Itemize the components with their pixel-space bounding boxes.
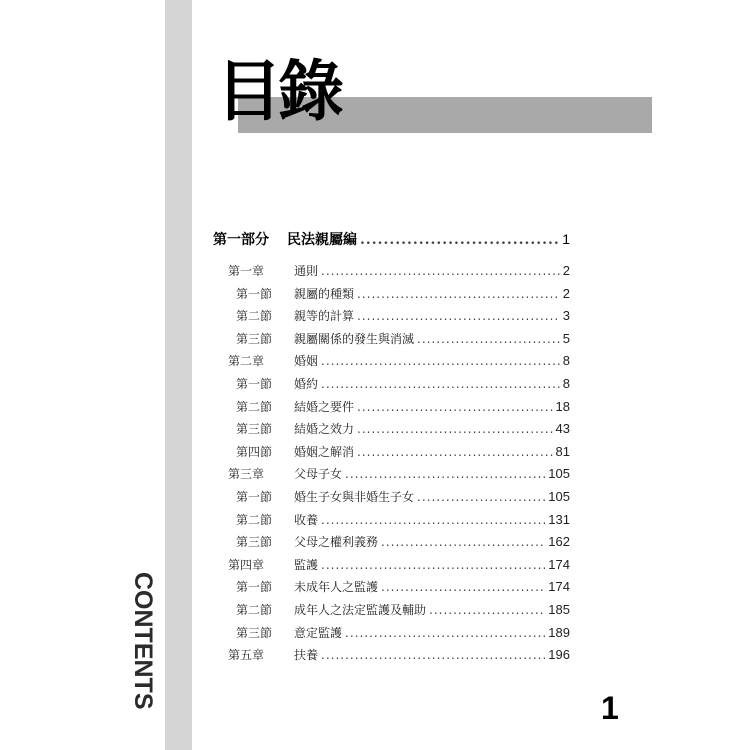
- section-entry-title: 結婚之要件: [294, 399, 355, 414]
- part-entry: [213, 229, 570, 249]
- section-entry-page: 81: [555, 443, 570, 459]
- section-entry-page: 174: [548, 579, 570, 595]
- section-entry-leader: [357, 287, 560, 301]
- contents-vertical-label: CONTENTS: [129, 572, 157, 710]
- chapter-entry: [228, 465, 570, 482]
- section-entry-number: 第一節: [236, 286, 273, 301]
- section-entry-page: 43: [555, 421, 570, 437]
- section-entry-title: 結婚之效力: [294, 422, 355, 437]
- chapter-entry-leader: [345, 467, 545, 481]
- section-entry-number: 第二節: [236, 603, 273, 617]
- chapter-entry-number: 第五章: [228, 648, 265, 663]
- section-entry-leader: [381, 535, 545, 549]
- section-entry-number: 第三節: [236, 331, 273, 346]
- section-entry-title: 父母之權利義務: [294, 535, 379, 550]
- section-entry-number: 第三節: [236, 535, 273, 550]
- section-entry-leader: [357, 309, 560, 323]
- chapter-entry-number: 第二章: [228, 354, 265, 369]
- section-entry-page: 8: [562, 376, 570, 391]
- section-entry-number: 第一節: [236, 580, 273, 595]
- section-entry-number: 第一節: [236, 490, 273, 504]
- section-entry-leader: [357, 422, 553, 436]
- section-entry-leader: [417, 332, 560, 346]
- chapter-entry-title: 通則: [294, 264, 319, 278]
- chapter-entry-leader: [321, 648, 545, 662]
- chapter-entry-page: 105: [548, 466, 570, 482]
- section-entry-leader: [357, 445, 553, 459]
- chapter-entry-leader: [321, 264, 560, 278]
- section-entry-title: 婚生子女與非婚生子女: [294, 490, 415, 504]
- section-entry-title: 成年人之法定監護及輔助: [294, 603, 427, 617]
- section-entry-number: 第二節: [236, 399, 273, 414]
- chapter-entry-number: 第三章: [228, 467, 265, 482]
- section-entry: [236, 624, 570, 641]
- section-entry: [236, 533, 570, 550]
- chapter-entry-page: 196: [548, 647, 570, 663]
- part-entry-title: 民法親屬編: [287, 232, 357, 248]
- section-entry-page: 3: [562, 308, 570, 324]
- section-entry-page: 131: [548, 511, 570, 527]
- chapter-entry-title: 婚姻: [294, 354, 319, 369]
- section-entry-leader: [345, 626, 545, 640]
- section-entry-leader: [357, 400, 553, 414]
- section-entry-number: 第三節: [236, 422, 273, 437]
- section-entry: [236, 601, 570, 618]
- section-entry: [236, 307, 570, 324]
- chapter-entry-page: 174: [548, 556, 570, 572]
- section-entry-title: 意定監護: [294, 625, 343, 640]
- page-title: 目錄: [216, 52, 340, 130]
- chapter-entry: [228, 352, 570, 369]
- part-entry-leader: [360, 232, 559, 248]
- section-entry-title: 婚約: [294, 377, 319, 391]
- section-entry-page: 189: [548, 624, 570, 640]
- section-entry: [236, 398, 570, 415]
- section-entry-leader: [321, 513, 545, 527]
- section-entry-leader: [417, 490, 545, 504]
- chapter-entry-page: 2: [562, 263, 570, 278]
- part-entry-number: 第一部分: [213, 232, 269, 248]
- section-entry-number: 第四節: [236, 444, 273, 459]
- section-entry-leader: [381, 580, 545, 594]
- section-entry-title: 親屬關係的發生與消滅: [294, 331, 415, 346]
- section-entry-leader: [321, 377, 560, 391]
- section-entry-number: 第二節: [236, 512, 273, 527]
- section-entry: [236, 443, 570, 460]
- section-entry-page: 105: [548, 489, 570, 504]
- chapter-entry-title: 父母子女: [294, 467, 343, 482]
- chapter-entry: [228, 556, 570, 573]
- section-entry: [236, 285, 570, 302]
- section-entry-title: 親等的計算: [294, 309, 355, 324]
- chapter-entry-page: 8: [562, 353, 570, 369]
- chapter-entry-title: 扶養: [294, 648, 319, 663]
- section-entry: [236, 578, 570, 595]
- chapter-entry: [228, 646, 570, 663]
- section-entry: [236, 330, 570, 347]
- chapter-entry-leader: [321, 354, 560, 368]
- chapter-entry-title: 監護: [294, 557, 319, 572]
- section-entry-title: 親屬的種類: [294, 286, 355, 301]
- section-entry-page: 2: [562, 285, 570, 301]
- section-entry-title: 未成年人之監護: [294, 580, 379, 595]
- chapter-entry-number: 第一章: [228, 264, 265, 278]
- section-entry-leader: [429, 603, 545, 617]
- section-entry-page: 185: [548, 602, 570, 617]
- section-entry-number: 第二節: [236, 309, 273, 324]
- section-entry: [236, 511, 570, 528]
- chapter-entry-number: 第四章: [228, 557, 265, 572]
- section-entry-page: 162: [548, 534, 570, 550]
- section-entry-page: 5: [562, 330, 570, 346]
- section-entry: [236, 488, 570, 505]
- section-entry-title: 收養: [294, 512, 319, 527]
- part-entry-page: 1: [562, 231, 570, 247]
- section-entry-title: 婚姻之解消: [294, 444, 355, 459]
- section-entry-number: 第三節: [236, 625, 273, 640]
- section-entry: [236, 420, 570, 437]
- chapter-entry-leader: [321, 558, 545, 572]
- chapter-entry: [228, 262, 570, 279]
- section-entry-page: 18: [555, 398, 570, 414]
- section-entry: [236, 375, 570, 392]
- section-entry-number: 第一節: [236, 377, 273, 391]
- page-number: 1: [601, 690, 619, 726]
